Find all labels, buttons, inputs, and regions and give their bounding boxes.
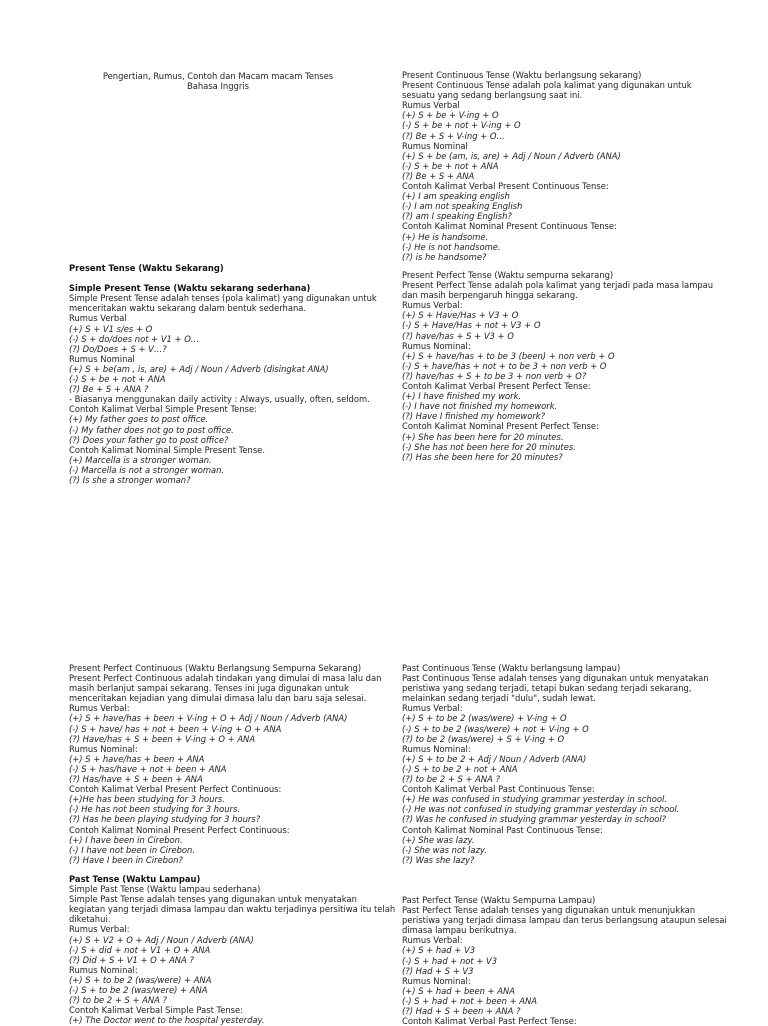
text-line: (?) Had + S + been + ANA ? [402,1006,521,1017]
text-line: (+) S + be (am, is, are) + Adj / Noun / Adverb (ANA) [402,150,621,161]
text-line: (-) S + be + not + ANA [69,374,166,385]
text-line: (+)He has been studying for 3 hours. [69,794,225,805]
text-line: Contoh Kalimat Verbal Past Perfect Tense: [402,1016,577,1026]
text-line: (-) S + have/has + not + to be 3 + non verb + O [402,360,607,371]
text-line: (-) My father does not go to post office. [69,424,234,435]
text-line: (?) am I speaking English? [402,211,512,222]
text-line: (?) Had + S + V3 [402,965,474,976]
text-line: Rumus Nominal: [402,743,471,754]
text-line: (-) S + be + not + V-ing + O [402,120,521,131]
text-line: (+) S + have/has + been + ANA [69,753,205,764]
text-line: Contoh Kalimat Verbal Simple Present Tense: [69,404,257,415]
text-line: (?) Did + S + V1 + O + ANA ? [69,954,194,965]
text-line: Past Continuous Tense adalah tenses yang digunakan untuk menyatakan [402,673,709,684]
text-line: (?) have/has + S + V3 + O [402,330,514,341]
text-line: Rumus Verbal: [69,703,130,714]
section-past-perfect [402,895,727,1026]
text-line: (?) Is she a stronger woman? [69,474,191,485]
text-line: (-) I have not been in Cirebon. [69,844,196,855]
text-line: Contoh Kalimat Verbal Present Perfect Tense: [402,381,591,392]
text-line: peristiwa yang terjadi dimasa lampau dan terus berlangsung ataupun selesai [402,915,727,926]
text-line: Rumus Verbal [402,100,460,111]
text-line: (+) S + have/has + been + V-ing + O + Adj / Noun / Adverb (ANA) [69,713,348,724]
text-line: (?) Has/have + S + been + ANA [69,774,203,785]
text-line: Present Perfect Tense (Waktu sempurna sekarang) [402,270,614,280]
section-present-perfect [402,270,722,462]
text-line: (+) S + had + been + ANA [402,985,515,996]
text-line: Contoh Kalimat Nominal Present Continuous Tense: [402,221,617,232]
text-line: Simple Present Tense adalah tenses (pola kalimat) yang digunakan untuk [69,293,377,304]
text-line: (+) My father goes to post office. [69,414,209,425]
text-line: diketahui. [69,914,111,925]
text-line: (-) I am not speaking English [402,201,523,212]
text-line: (?) to be 2 (was/were) + S + V-ing + O [402,733,565,744]
text-line: (-) S + had + not + V3 [402,955,498,966]
text-line: (?) Was he confused in studying grammar yesterday in school? [402,814,667,825]
text-line: (+) S + be(am , is, are) + Adj / Noun / Adverb (disingkat ANA) [69,363,329,374]
text-line: (+) S + V2 + O + Adj / Noun / Adverb (ANA) [69,934,254,945]
text-line: (?) Does your father go to post office? [69,434,229,445]
text-line: Rumus Verbal: [402,703,463,714]
text-line: Rumus Verbal: [402,935,463,946]
text-line: peristiwa yang sedang terjadi, tetapi bukan sedang terjadi sekarang, [402,683,692,694]
text-line: Present Perfect Continuous adalah tindakan yang dimulai di masa lalu dan [69,673,382,684]
text-line [69,273,389,283]
text-line: (+) S + be + V-ing + O [402,110,499,121]
text-line: (+) S + to be 2 (was/were) + ANA [69,974,212,985]
text-line: (?) Do/Does + S + V…? [69,343,167,354]
text-line: (-) S + had + not + been + ANA [402,995,538,1006]
text-line: (+) S + to be 2 + Adj / Noun / Adverb (ANA) [402,753,587,764]
text-line: Present Continuous Tense adalah pola kalimat yang digunakan untuk [402,80,692,91]
text-line: Rumus Verbal: [69,924,130,935]
text-line: dimasa lampau berikutnya. [402,925,517,936]
text-line: Rumus Nominal [402,140,468,151]
text-line: menceritakan waktu sekarang dalam bentuk sederhana. [69,303,307,314]
text-line: (-) S + do/does not + V1 + O… [69,333,200,344]
text-line: kegiatan yang terjadi dimasa lampau dan waktu terjadinya persitiwa itu telah [69,904,396,915]
text-line: (-) S + Have/Has + not + V3 + O [402,320,541,331]
text-line: Present Perfect Tense adalah pola kalimat yang terjadi pada masa lampau [402,280,714,291]
text-line: (-) She was not lazy. [402,844,487,855]
text-line: Contoh Kalimat Nominal Simple Present Tense. [69,444,265,455]
text-line: (?) Have I been in Cirebon? [69,854,183,865]
text-line: (+) S + Have/Has + V3 + O [402,310,519,321]
text-line: (?) Be + S + ANA [402,170,475,181]
text-line: (?) Was she lazy? [402,854,475,865]
text-line: (-) S + to be 2 + not + ANA [402,763,518,774]
text-line: masih berlanjut sampai sekarang. Tenses ini juga digunakan untuk [69,683,349,694]
text-line: (?) Has she been here for 20 minutes? [402,451,563,462]
text-line: Past Perfect Tense adalah tenses yang digunakan untuk menunjukkan [402,905,696,916]
text-line: Rumus Verbal: [402,300,463,311]
document-title [68,71,368,91]
text-line: melainkan sedang terjadi "dulu", sudah lewat. [402,693,596,704]
section-heading: Simple Present Tense (Waktu sekarang sederhana) [69,283,311,294]
text-line: Rumus Verbal [69,313,127,324]
text-line: (?) to be 2 + S + ANA ? [402,774,501,785]
text-line: Contoh Kalimat Verbal Present Perfect Continuous: [69,784,282,795]
text-line: Past Continuous Tense (Waktu berlangsung lampau) [402,663,621,673]
section-heading: Past Tense (Waktu Lampau) [69,874,201,884]
text-line: (?) Have/has + S + been + V-ing + O + ANA [69,733,256,744]
section-heading: Present Tense (Waktu Sekarang) [69,263,224,273]
text-line: (-) She has not been here for 20 minutes. [402,441,576,452]
document-title-line: Pengertian, Rumus, Contoh dan Macam macam Tenses [102,71,334,81]
text-line: Past Perfect Tense (Waktu Sempurna Lampau) [402,895,596,905]
section-present-perfect-continuous [69,663,389,865]
text-line: Contoh Kalimat Verbal Past Continuous Tense: [402,784,595,795]
text-line: (?) Be + S + ANA ? [69,384,149,395]
text-line: Rumus Nominal: [402,340,471,351]
text-line: sesuatu yang sedang berlangsung saat ini. [402,90,583,101]
text-line: (?) is he handsome? [402,251,487,262]
text-line: (?) Be + S + V-ing + O… [402,130,505,141]
text-line: (?) have/has + S + to be 3 + non verb + O? [402,370,587,381]
text-line: Present Perfect Continuous (Waktu Berlangsung Sempurna Sekarang) [69,663,362,673]
text-line: (+) He was confused in studying grammar yesterday in school. [402,794,667,805]
text-line: Present Continuous Tense (Waktu berlangsung sekarang) [402,70,642,80]
text-line: (+) S + V1 s/es + O [69,323,153,334]
text-line: (+) She was lazy. [402,834,475,845]
text-line: Contoh Kalimat Verbal Present Continuous Tense: [402,181,609,192]
text-line: Simple Past Tense adalah tenses yang digunakan untuk menyatakan [69,894,357,905]
section-present-tense [69,263,389,485]
text-line: Rumus Nominal: [402,975,471,986]
text-line: (-) S + did + not + V1 + O + ANA [69,944,211,955]
text-line: Contoh Kalimat Nominal Present Perfect Continuous: [69,824,290,835]
text-line: (+) I have finished my work. [402,391,522,402]
text-line: - Biasanya menggunakan daily activity : Always, usually, often, seldom. [69,394,370,405]
text-line: Rumus Nominal [69,353,135,364]
text-line: dan masih berpengaruh hingga sekarang. [402,290,578,301]
text-line: (+) I have been in Cirebon. [69,834,183,845]
text-line: (?) Have I finished my homework? [402,411,546,422]
text-line: Contoh Kalimat Nominal Past Continuous Tense: [402,824,603,835]
text-line: Rumus Nominal: [69,964,138,975]
section-present-continuous [402,70,722,262]
text-line: (+) S + have/has + to be 3 (been) + non verb + O [402,350,615,361]
text-line: Simple Past Tense (Waktu lampau sederhana) [69,884,261,895]
text-line: menceritakan kejadian yang dimulai dimasa lalu dan baru saja selesai. [69,693,367,704]
text-line: (+) S + to be 2 (was/were) + V-ing + O [402,713,567,724]
text-line: (+) The Doctor went to the hospital yesterday. [69,1015,265,1026]
text-line: (?) Has he been playing studying for 3 hours? [69,814,261,825]
text-line: Contoh Kalimat Nominal Present Perfect Tense: [402,421,599,432]
text-line: (-) S + to be 2 (was/were) + not + V-ing + O [402,723,589,734]
text-line: (-) He is not handsome. [402,241,501,252]
document-title-line: Bahasa Inggris [186,81,250,92]
text-line: (+) Marcella is a stronger woman. [69,454,212,465]
text-line: (+) She has been here for 20 minutes. [402,431,564,442]
text-line: (-) S + has/have + not + been + ANA [69,763,227,774]
text-line: (?) to be 2 + S + ANA ? [69,995,168,1006]
text-line: (-) S + to be 2 (was/were) + ANA [69,985,208,996]
text-line: (+) He is handsome. [402,231,489,242]
text-line: (-) S + be + not + ANA [402,160,499,171]
text-line: Contoh Kalimat Verbal Simple Past Tense: [69,1005,243,1016]
section-past-continuous [402,663,722,865]
text-line: (+) I am speaking english [402,191,510,202]
text-line: (-) He was not confused in studying grammar yesterday in school. [402,804,680,815]
text-line: (-) Marcella is not a stronger woman. [69,464,225,475]
text-line: Rumus Nominal: [69,743,138,754]
text-line: (+) S + had + V3 [402,945,476,956]
section-past-tense [69,874,396,1026]
text-line: (-) I have not finished my homework. [402,401,558,412]
text-line: (-) S + have/ has + not + been + V-ing + O + ANA [69,723,282,734]
text-line: (-) He has not been studying for 3 hours. [69,804,240,815]
